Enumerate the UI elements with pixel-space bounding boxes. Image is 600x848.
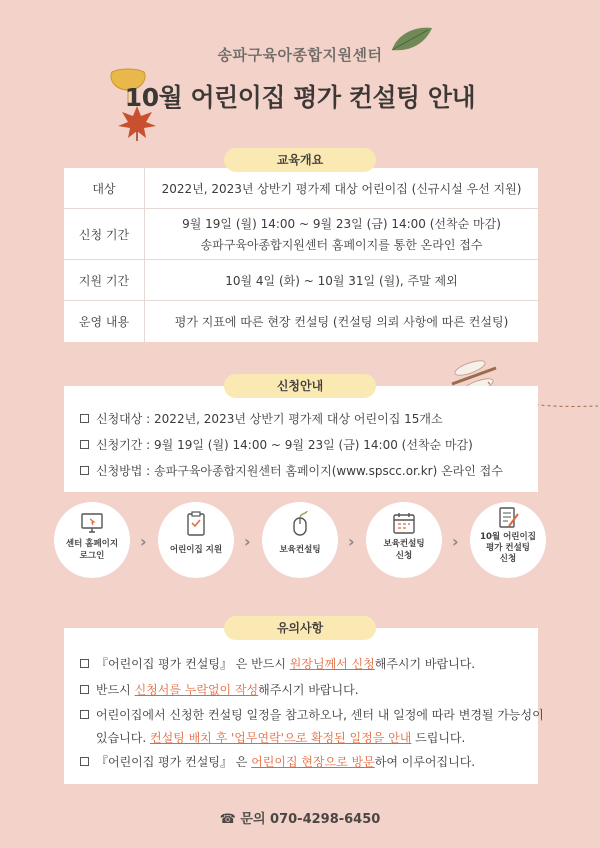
step-label: 로그인: [79, 551, 105, 561]
note-item-continued: [96, 729, 465, 746]
step-label: 보육컨설팅: [383, 539, 425, 549]
row-value: 10월 4일 (화) ~ 10월 31일 (월), 주말 제외: [145, 260, 539, 301]
row-label: 신청 기간: [64, 209, 145, 260]
organization-name: 송파구육아종합지원센터: [217, 46, 383, 64]
note-text: 어린이집에서 신청한 컨설팅 일정을 참고하오나, 센터 내 일정에 따라 변경될 가능성이: [96, 708, 544, 722]
note-item: [80, 655, 475, 672]
row-value: 2022년, 2023년 상반기 평가제 대상 어린이집 (신규시설 우선 지원): [145, 168, 539, 209]
table-row: [64, 168, 538, 209]
step-4: [366, 502, 442, 578]
step-5: [470, 502, 546, 578]
square-bullet-icon: [80, 440, 89, 449]
list-item-text: 신청기간 : 9월 19일 (월) 14:00 ~ 9월 23일 (금) 14:00 (선착순 마감): [96, 438, 473, 452]
note-item: [80, 681, 359, 698]
note-highlight: 어린이집 현장으로 방문: [251, 755, 375, 769]
table-row: [64, 301, 538, 343]
step-3: [262, 502, 338, 578]
step-label: 10월 어린이집: [480, 532, 536, 542]
note-highlight: 신청서를 누락없이 작성: [134, 683, 259, 697]
step-1: [54, 502, 130, 578]
note-text: 『어린이집 평가 컨설팅』 은: [96, 755, 252, 769]
row-label: 대상: [64, 168, 145, 209]
step-label: 센터 홈페이지: [65, 539, 119, 549]
note-highlight: 컨설팅 배치 후 '업무연락'으로 확정된 일정을 안내: [150, 731, 412, 745]
chevron-right-icon: ›: [244, 532, 251, 551]
note-text: 해주시기 바랍니다.: [258, 683, 359, 697]
clipboard-icon: [183, 510, 209, 538]
table-row: [64, 260, 538, 301]
step-2: [158, 502, 234, 578]
row-value-line: 송파구육아종합지원센터 홈페이지를 통한 온라인 접수: [200, 238, 483, 252]
row-label: 운영 내용: [64, 301, 145, 343]
contact-info: [0, 808, 600, 827]
table-row: [64, 209, 538, 260]
square-bullet-icon: [80, 659, 89, 668]
mouse-icon: [287, 510, 313, 538]
note-item: [80, 753, 475, 770]
note-text: 하여 이루어집니다.: [374, 755, 476, 769]
phone-icon: ☎: [219, 812, 236, 827]
step-label: 어린이집 지원: [169, 545, 223, 555]
row-value: 평가 지표에 따른 현장 컨설팅 (컨설팅 의뢰 사항에 따른 컨설팅): [174, 315, 509, 329]
contact-text: 문의 070-4298-6450: [240, 812, 381, 827]
note-item: [80, 706, 544, 723]
list-item-text: 신청방법 : 송파구육아종합지원센터 홈페이지(www.spscc.or.kr) 온라인 접수: [96, 464, 503, 478]
note-text: 드립니다.: [411, 731, 466, 745]
note-text: 있습니다.: [96, 731, 150, 745]
note-text: 해주시기 바랍니다.: [374, 657, 476, 671]
calendar-icon: [391, 510, 417, 536]
list-item: [80, 410, 443, 427]
note-text: 『어린이집 평가 컨설팅』 은 반드시: [96, 657, 290, 671]
square-bullet-icon: [80, 466, 89, 475]
square-bullet-icon: [80, 710, 89, 719]
note-text: 반드시: [96, 683, 135, 697]
step-label: 신청: [395, 551, 413, 561]
chevron-right-icon: ›: [348, 532, 355, 551]
chevron-right-icon: ›: [140, 532, 147, 551]
step-label: 신청: [499, 554, 517, 564]
monitor-icon: [79, 510, 105, 536]
row-value: [145, 209, 539, 260]
note-highlight: 원장님께서 신청: [289, 657, 375, 671]
overview-heading: 교육개요: [224, 148, 376, 172]
step-label: 보육컨설팅: [279, 545, 321, 555]
square-bullet-icon: [80, 757, 89, 766]
list-item-text: 신청대상 : 2022년, 2023년 상반기 평가제 대상 어린이집 15개소: [96, 412, 443, 426]
square-bullet-icon: [80, 414, 89, 423]
square-bullet-icon: [80, 685, 89, 694]
row-value-line: 9월 19일 (월) 14:00 ~ 9월 23일 (금) 14:00 (선착순 마감): [182, 217, 501, 231]
document-pen-icon: [495, 506, 521, 530]
notes-heading: 유의사항: [224, 616, 376, 640]
overview-table: [64, 168, 538, 342]
list-item: [80, 436, 473, 453]
step-label: 평가 컨설팅: [485, 543, 530, 553]
apply-heading: 신청안내: [224, 374, 376, 398]
chevron-right-icon: ›: [452, 532, 459, 551]
page-title: 10월 어린이집 평가 컨설팅 안내: [124, 83, 476, 112]
row-label: 지원 기간: [64, 260, 145, 301]
list-item: [80, 462, 503, 479]
